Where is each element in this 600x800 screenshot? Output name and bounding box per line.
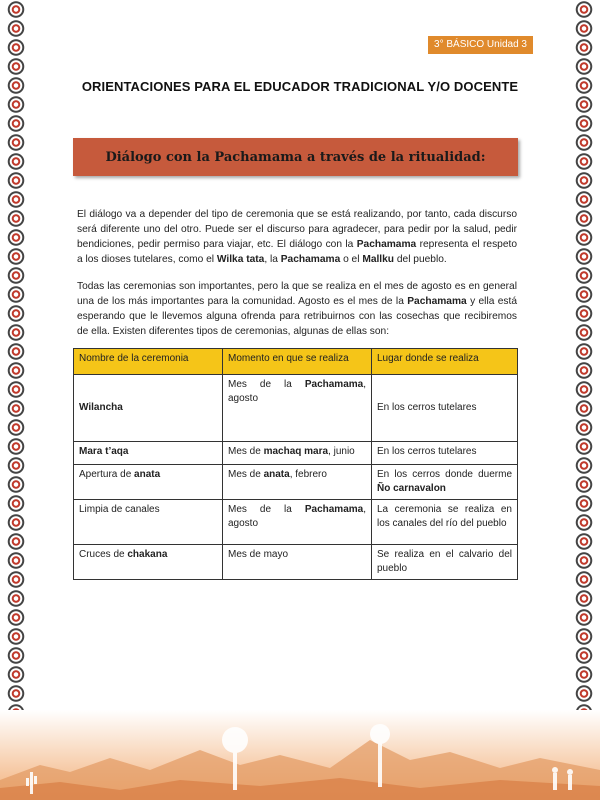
table-row	[74, 500, 518, 545]
bold-term: anata	[134, 469, 161, 480]
text-span: El diálogo va a depender del tipo de ceremonia que se está realizando, por tanto, cada discurso será diferente uno del otro. Puede ser el discurso para agradecer, para pedir por la salud, pedir bendiciones, pedir permiso para viajar, etc. El diálogo con la	[77, 209, 517, 250]
text-span: o el	[340, 254, 363, 265]
decorative-border-right	[573, 0, 595, 800]
bold-term: Ño carnavalon	[377, 483, 446, 494]
text-span: Mes de la	[228, 379, 305, 390]
text-span: Se realiza en el calvario del pueblo	[377, 549, 512, 574]
text-span: En los cerros donde duerme	[377, 469, 512, 480]
page-title: ORIENTACIONES PARA EL EDUCADOR TRADICIONAL Y/O DOCENTE	[81, 79, 519, 94]
paragraph-ceremonies	[77, 279, 517, 339]
text-span: del pueblo.	[394, 254, 447, 265]
text-span: Mes de	[228, 446, 264, 457]
section-heading: Diálogo con la Pachamama a través de la ritualidad:	[105, 149, 486, 165]
bold-term: Pachamama	[304, 504, 364, 515]
text-span: representa el respeto a los dioses tutelares, como el	[77, 239, 517, 265]
text-span: , la	[264, 254, 281, 265]
ceremony-name-cell	[74, 545, 223, 580]
bold-term: machaq mara	[263, 446, 329, 457]
text-span: Apertura de	[79, 469, 135, 480]
bold-term: Pachamama	[407, 296, 467, 307]
table-row	[74, 442, 518, 465]
text-span: y ella está esperando que le llevemos alguna ofrenda para retribuirnos con las cosechas que recibiremos de ella. Existen diferentes tipos de ceremonias, algunas de ellas son:	[77, 296, 517, 337]
ceremony-moment-cell	[223, 545, 372, 580]
table-row	[74, 465, 518, 500]
ceremony-place-cell	[372, 500, 518, 545]
text-span: Todas las ceremonias son importantes, pero la que se realiza en el mes de agosto es en general una de los más importantes para la comunidad. Agosto es el mes de la	[77, 281, 517, 307]
ceremony-name: Wilancha	[79, 402, 123, 413]
andean-landscape-illustration	[0, 710, 600, 800]
ceremony-place-cell	[372, 442, 518, 465]
table-row	[74, 375, 518, 442]
bold-term: Pachamama	[280, 254, 341, 265]
text-span: En los cerros tutelares	[377, 446, 477, 457]
ceremony-name-cell	[74, 375, 223, 442]
table-header-row	[74, 349, 518, 375]
text-span: La ceremonia se realiza en los canales del río del pueblo	[377, 504, 512, 529]
text-span: , agosto	[228, 379, 366, 404]
bold-term: Pachamama	[304, 379, 364, 390]
section-banner	[73, 138, 518, 176]
column-header-name: Nombre de la ceremonia	[74, 349, 223, 375]
ceremony-place-cell	[372, 465, 518, 500]
ceremony-moment-cell	[223, 465, 372, 500]
text-span: Mes de	[228, 469, 264, 480]
bold-term: Pachamama	[356, 239, 417, 250]
ceremony-name-cell	[74, 442, 223, 465]
ceremonies-table	[73, 348, 518, 580]
ceremony-moment-cell	[223, 375, 372, 442]
text-span: Mes de la	[228, 504, 305, 515]
ceremony-name-cell	[74, 465, 223, 500]
bold-term: anata	[263, 469, 290, 480]
table-row	[74, 545, 518, 580]
unit-badge: 3° BÁSICO Unidad 3	[428, 36, 533, 54]
text-span: , agosto	[228, 504, 366, 529]
ceremony-name-cell	[74, 500, 223, 545]
ceremony-moment-cell	[223, 442, 372, 465]
text-span: En los cerros tutelares	[377, 402, 477, 413]
decorative-border-left	[5, 0, 27, 800]
text-span: , junio	[328, 446, 355, 457]
text-span: Limpia de canales	[79, 504, 160, 515]
bold-term: Wilka tata	[216, 254, 265, 265]
text-span: , febrero	[289, 469, 327, 480]
bold-term: chakana	[127, 549, 168, 560]
text-span: Cruces de	[79, 549, 128, 560]
column-header-place: Lugar donde se realiza	[372, 349, 518, 375]
bold-term: Mallku	[362, 254, 395, 265]
ceremony-place-cell	[372, 375, 518, 442]
ceremony-moment-cell	[223, 500, 372, 545]
column-header-moment: Momento en que se realiza	[223, 349, 372, 375]
text-span: Mes de mayo	[228, 549, 289, 560]
ceremony-name: Mara t’aqa	[79, 446, 129, 457]
paragraph-intro	[77, 207, 517, 267]
ceremony-place-cell	[372, 545, 518, 580]
